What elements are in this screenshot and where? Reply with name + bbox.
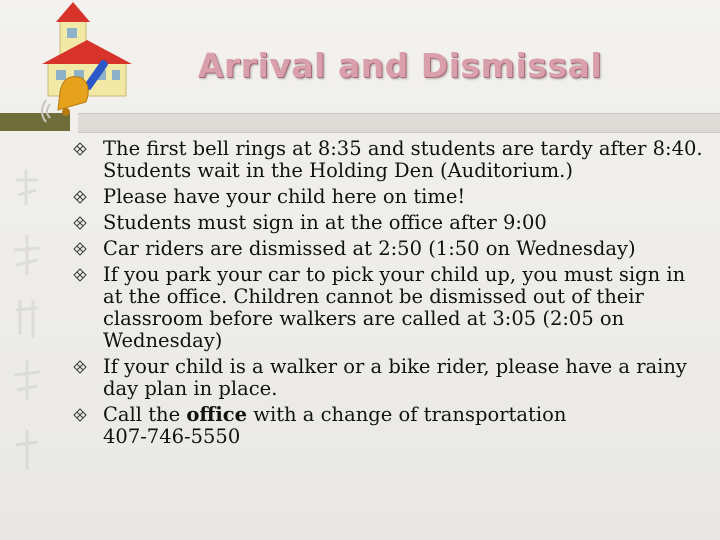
- list-item: [70, 238, 710, 260]
- bullet-text: Please have your child here on time!: [103, 185, 466, 208]
- list-item: [70, 356, 710, 400]
- bullet-text: If your child is a walker or a bike rider, please have a rainy day plan in place.: [103, 355, 687, 400]
- bullet-text-pre: Call the: [103, 403, 187, 426]
- bullet-text-bold: office: [186, 403, 248, 426]
- list-item: [70, 264, 710, 352]
- diamond-bullet-icon: [73, 216, 87, 230]
- divider-bar: [78, 113, 720, 133]
- diamond-bullet-icon: [73, 408, 87, 422]
- bullet-list: [70, 138, 710, 452]
- bullet-text: If you park your car to pick your child up, you must sign in at the office. Children cannot be dismissed out of their classroom before walkers are called at 3:05 (2:05 on Wednesday): [103, 263, 686, 352]
- phone-number: 407-746-5550: [103, 425, 241, 448]
- bullet-text-post: with a change of transportation: [247, 403, 567, 426]
- bullet-text: Car riders are dismissed at 2:50 (1:50 on Wednesday): [103, 237, 636, 260]
- diamond-bullet-icon: [73, 242, 87, 256]
- bullet-text: The first bell rings at 8:35 and students are tardy after 8:40. Students wait in the Holding Den (Auditorium.): [103, 137, 703, 182]
- bullet-text: Students must sign in at the office after 9:00: [103, 211, 547, 234]
- list-item: [70, 138, 710, 182]
- diamond-bullet-icon: [73, 360, 87, 374]
- diamond-bullet-icon: [73, 142, 87, 156]
- list-item: [70, 212, 710, 234]
- slide-title: Arrival and Dismissal: [197, 46, 603, 85]
- diamond-bullet-icon: [73, 190, 87, 204]
- diamond-bullet-icon: [73, 268, 87, 282]
- list-item: [70, 186, 710, 208]
- calligraphy-watermark: [8, 160, 48, 517]
- list-item: [70, 404, 710, 448]
- schoolhouse-bell-icon: [30, 0, 140, 125]
